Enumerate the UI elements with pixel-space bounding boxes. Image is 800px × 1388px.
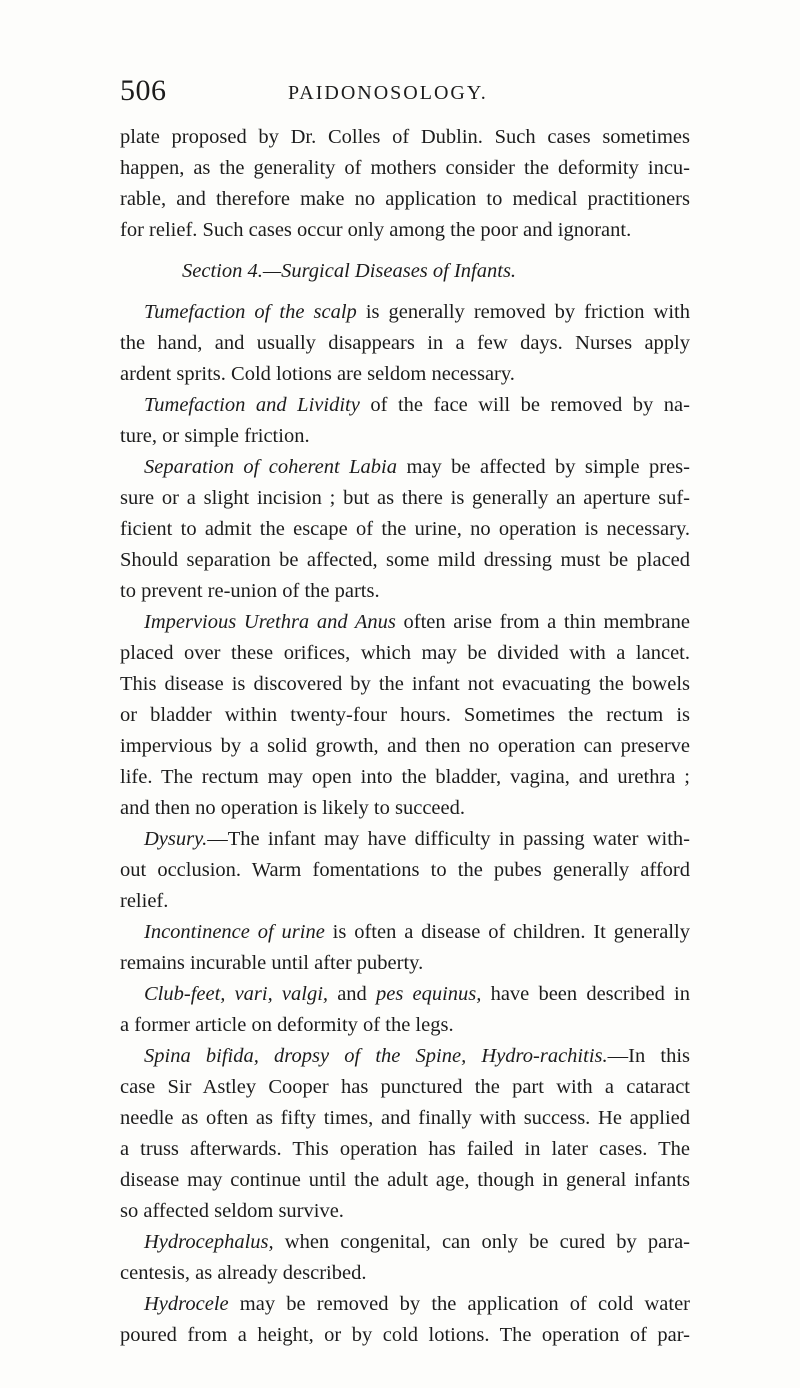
text-line: Should separation be affected, some mild dressing must be placed (120, 549, 690, 571)
text-line: This disease is discovered by the infant not evacuating the bowels (120, 673, 690, 695)
text-line: Club-feet, vari, valgi, and pes equinus, have been described in (144, 983, 690, 1005)
term: Separation of coherent Labia (144, 456, 398, 478)
term: Incontinence of urine (144, 921, 325, 943)
term: Tumefaction and Lividity (144, 394, 360, 416)
text-line: out occlusion. Warm fomentations to the pubes generally afford (120, 859, 690, 881)
text-line: or bladder within twenty-four hours. Sometimes the rectum is (120, 704, 690, 726)
section-heading: Section 4.—Surgical Diseases of Infants. (182, 260, 517, 282)
text-line: needle as often as fifty times, and finally with success. He applied (120, 1107, 690, 1129)
term: Dysury. (144, 828, 208, 850)
paragraph (120, 390, 690, 452)
text-line: ardent sprits. Cold lotions are seldom necessary. (120, 363, 515, 385)
paragraph (120, 1041, 690, 1227)
term: Hydrocephalus, (144, 1231, 274, 1253)
text-line: plate proposed by Dr. Colles of Dublin. Such cases sometimes (120, 126, 690, 148)
text-line: case Sir Astley Cooper has punctured the part with a cataract (120, 1076, 690, 1098)
text-line: the hand, and usually disappears in a few days. Nurses apply (120, 332, 690, 354)
term: Hydrocele (144, 1293, 229, 1315)
term: Impervious Urethra and Anus (144, 611, 396, 633)
text-line: happen, as the generality of mothers consider the deformity incu- (120, 157, 690, 179)
text-line: Separation of coherent Labia may be affected by simple pres- (144, 456, 690, 478)
text-line: Incontinence of urine is often a disease of children. It generally (144, 921, 690, 943)
text-line: Dysury.—The infant may have difficulty in passing water with- (144, 828, 690, 850)
term: Tumefaction of the scalp (144, 301, 357, 323)
paragraph (120, 607, 690, 824)
text-line: Impervious Urethra and Anus often arise from a thin membrane (144, 611, 690, 633)
term: Club-feet, vari, valgi, (144, 983, 329, 1005)
text-line: sure or a slight incision ; but as there is generally an aperture suf- (120, 487, 690, 509)
text-line: disease may continue until the adult age, though in general infants (120, 1169, 690, 1191)
term: pes equinus, (375, 983, 482, 1005)
running-head: PAIDONOSOLOGY. (288, 82, 488, 104)
text-line: ture, or simple friction. (120, 425, 310, 447)
paragraph (120, 122, 690, 246)
text-line: Tumefaction of the scalp is generally removed by friction with (144, 301, 690, 323)
text-line: to prevent re-union of the parts. (120, 580, 380, 602)
paragraph (120, 824, 690, 917)
text-line: so affected seldom survive. (120, 1200, 344, 1222)
text-line: placed over these orifices, which may be divided with a lancet. (120, 642, 690, 664)
term: Spina bifida, dropsy of the Spine, Hydro-rachitis. (144, 1045, 608, 1067)
text-line: remains incurable until after puberty. (120, 952, 424, 974)
text-line: Hydrocele may be removed by the application of cold water (144, 1293, 690, 1315)
text-line: for relief. Such cases occur only among the poor and ignorant. (120, 219, 632, 241)
paragraph (120, 452, 690, 607)
paragraph (120, 1289, 690, 1351)
paragraph (120, 1227, 690, 1289)
paragraph (120, 917, 690, 979)
text-line: a former article on deformity of the legs. (120, 1014, 454, 1036)
text-line: Hydrocephalus, when congenital, can only be cured by para- (144, 1231, 690, 1253)
text-line: life. The rectum may open into the bladder, vagina, and urethra ; (120, 766, 690, 788)
text-line: and then no operation is likely to succeed. (120, 797, 465, 819)
page-number: 506 (120, 74, 167, 107)
page-header (120, 70, 680, 110)
text-line: poured from a height, or by cold lotions. The operation of par- (120, 1324, 690, 1346)
text-line: impervious by a solid growth, and then no operation can preserve (120, 735, 690, 757)
text-line: centesis, as already described. (120, 1262, 367, 1284)
page-body (120, 122, 690, 1351)
paragraph (120, 297, 690, 390)
text-line: ficient to admit the escape of the urine, no operation is necessary. (120, 518, 690, 540)
text-line: relief. (120, 890, 169, 912)
text-line: a truss afterwards. This operation has failed in later cases. The (120, 1138, 690, 1160)
paragraph (120, 979, 690, 1041)
text-line: Tumefaction and Lividity of the face will be removed by na- (144, 394, 690, 416)
text-line: rable, and therefore make no application to medical practitioners (120, 188, 690, 210)
text-line: Spina bifida, dropsy of the Spine, Hydro-rachitis.—In this (144, 1045, 690, 1067)
